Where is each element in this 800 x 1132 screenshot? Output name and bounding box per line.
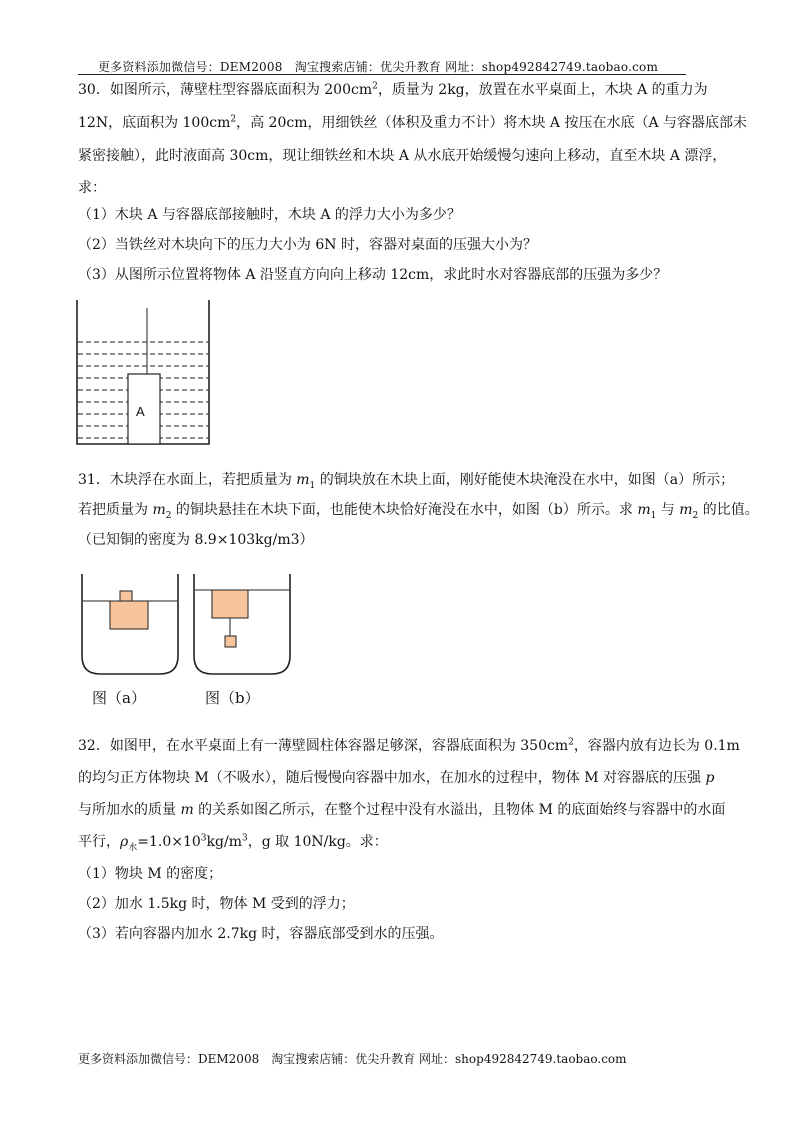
q32-line-2: 的均匀正方体物块 M（不吸水），随后慢慢向容器中加水，在加水的过程中，物体 M 对容器底的压强 p — [78, 770, 715, 786]
q30-line-3: 紧密接触），此时液面高 30cm，现让细铁丝和木块 A 从水底开始缓慢匀速向上移动，直至木块 A 漂浮， — [78, 148, 727, 164]
q32-subquestion-3: （3）若向容器内加水 2.7kg 时，容器底部受到水的压强。 — [78, 926, 444, 942]
q31-line-3: （已知铜的密度为 8.9×103kg/m3） — [78, 532, 314, 548]
q31-line-2: 若把质量为 $m_2$ 的铜块悬挂在木块下面，也能使木块恰好淹没在水中，如图（b）所示。求 $m_1$ 与 $m_2$ 的比值。 — [78, 502, 759, 521]
wood-block — [110, 601, 148, 629]
block-a-label: A — [136, 404, 145, 419]
q30-line-2: 12N，底面积为 $100cm^2$，高 20cm，用细铁丝（体积及重力不计）将木块 A 按压在水底（A 与容器底部未 — [78, 114, 748, 131]
caption-figure-b: 图（b） — [205, 689, 260, 707]
q32-subquestion-1: （1）物块 M 的密度； — [78, 866, 223, 882]
page-footer: 更多资料添加微信号：DEM2008 淘宝搜索店铺：优尖升教育 网址：shop492842749.taobao.com — [78, 1052, 627, 1066]
q32-subquestion-2: （2）加水 1.5kg 时，物体 M 受到的浮力； — [78, 896, 355, 912]
q32-line-4: 平行，$\rho_水=1.0\times 10^3kg/m^3$，g 取 10N/kg。求： — [78, 833, 388, 853]
q32-line-3: 与所加水的质量 m 的关系如图乙所示，在整个过程中没有水溢出，且物体 M 的底面始终与容器中的水面 — [78, 802, 726, 818]
q30-subquestion-1: （1）木块 A 与容器底部接触时，木块 A 的浮力大小为多少？ — [78, 207, 461, 223]
q30-container-figure — [72, 296, 218, 452]
header-divider — [78, 74, 686, 75]
q30-line-4: 求： — [78, 180, 106, 196]
copper-block-m2 — [225, 636, 236, 647]
q32-line-1: 32．如图甲，在水平桌面上有一薄壁圆柱体容器足够深，容器底面积为 $350cm^2$，容器内放有边长为 0.1m — [78, 737, 740, 754]
page-header: 更多资料添加微信号：DEM2008 淘宝搜索店铺：优尖升教育 网址：shop492842749.taobao.com — [97, 60, 659, 74]
caption-figure-a: 图（a） — [92, 689, 146, 707]
q30-subquestion-3: （3）从图所示位置将物体 A 沿竖直方向向上移动 12cm，求此时水对容器底部的压强为多少？ — [78, 267, 668, 283]
q30-line-1: 30．如图所示，薄壁柱型容器底面积为 $200cm^2$，质量为 2kg，放置在水平桌面上，木块 A 的重力为 — [78, 81, 708, 98]
q31-line-1: 31．木块浮在水面上，若把质量为 $m_1$ 的铜块放在木块上面，刚好能使木块淹没在水中，如图（a）所示； — [78, 472, 735, 491]
q31-figure-a — [80, 574, 180, 678]
copper-block-m1 — [120, 591, 132, 601]
q31-figure-b — [192, 574, 292, 678]
wood-block — [212, 590, 248, 618]
q30-subquestion-2: （2）当铁丝对木块向下的压力大小为 6N 时，容器对桌面的压强大小为？ — [78, 237, 537, 253]
